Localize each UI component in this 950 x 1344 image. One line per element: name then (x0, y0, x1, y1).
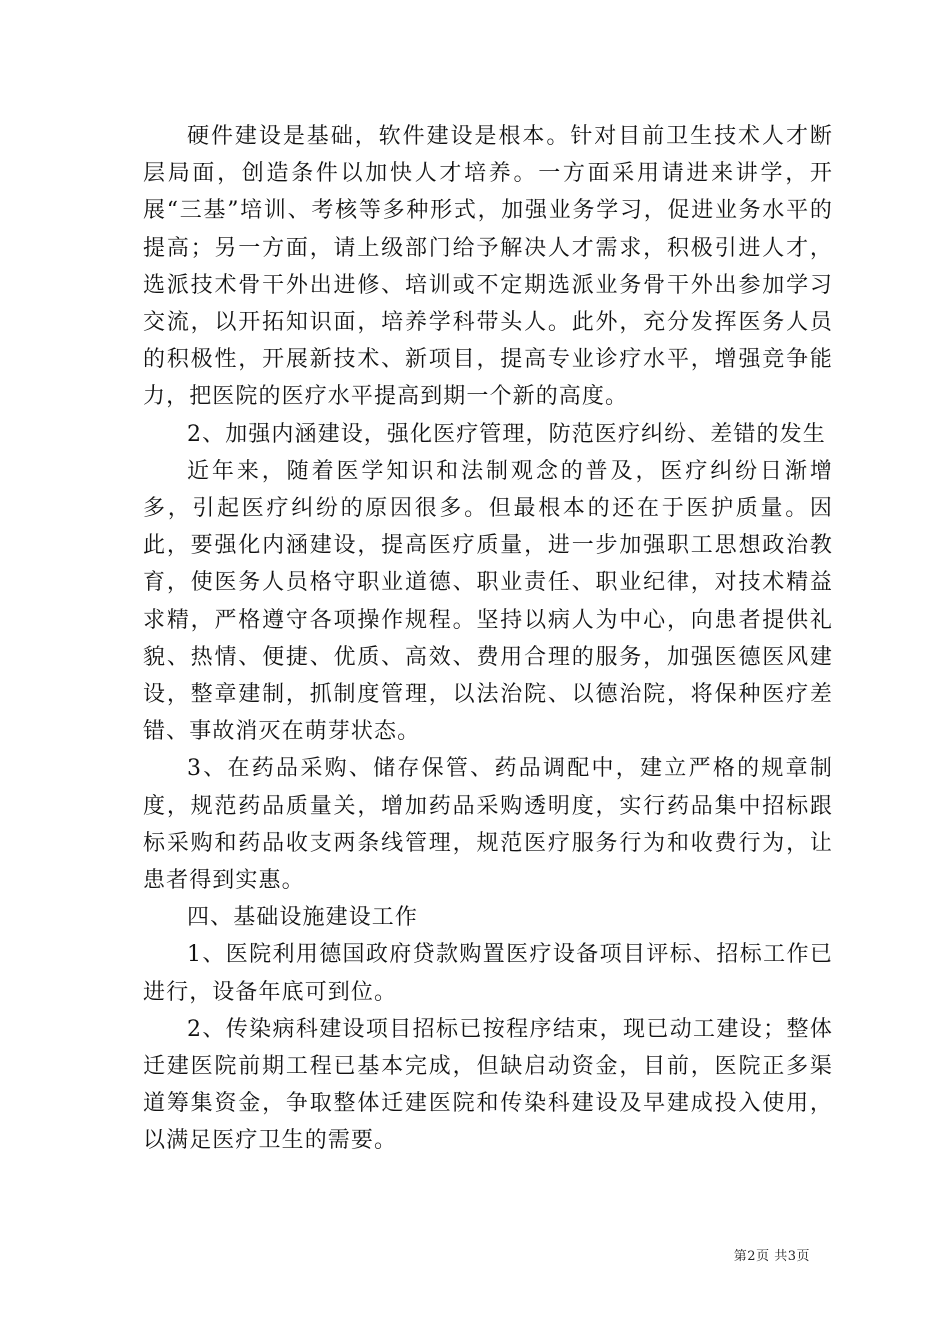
paragraph-infectious-dept: 2、传染病科建设项目招标已按程序结束，现已动工建设；整体迁建医院前期工程已基本完成，但缺启动资金，目前，医院正多渠道筹集资金，争取整体迁建医院和传染科建设及早建成投入使用，以满足医疗卫生的需要。 (143, 1016, 833, 1154)
heading-infrastructure: 四、基础设施建设工作 (187, 905, 419, 931)
paragraph-talent-training: 硬件建设是基础，软件建设是根本。针对目前卫生技术人才断层局面，创造条件以加快人才培养。一方面采用请进来讲学，开展“三基”培训、考核等多种形式，加强业务学习，促进业务水平的提高；另一方面，请上级部门给予解决人才需求，积极引进人才，选派技术骨干外出进修、培训或不定期选派业务骨干外出参加学习交流，以开拓知识面，培养学科带头人。此外，充分发挥医务人员的积极性，开展新技术、新项目，提高专业诊疗水平，增强竞争能力，把医院的医疗水平提高到期一个新的高度。 (143, 124, 833, 410)
current-page-number: 2 (747, 1249, 757, 1264)
page-suffix: 页 (796, 1249, 810, 1264)
document-body (143, 118, 833, 1160)
paragraph-drug-procurement: 3、在药品采购、储存保管、药品调配中，建立严格的规章制度，规范药品质量关，增加药品采购透明度，实行药品集中招标跟标采购和药品收支两条线管理，规范医疗服务行为和收费行为，让患者得到实惠。 (143, 756, 833, 894)
page-prefix: 第 (733, 1249, 748, 1264)
paragraph-medical-disputes: 近年来，随着医学知识和法制观念的普及，医疗纠纷日渐增多，引起医疗纠纷的原因很多。但最根本的还在于医护质量。因此，要强化内涵建设，提高医疗质量，进一步加强职工思想政治教育，使医务人员格守职业道德、职业责任、职业纪律，对技术精益求精，严格遵守各项操作规程。坚持以病人为中心，向患者提供礼貌、热情、便捷、优质、高效、费用合理的服务，加强医德医风建设，整章建制，抓制度管理，以法治院、以德治院，将保种医疗差错、事故消灭在萌芽状态。 (143, 458, 833, 745)
page-number-footer (700, 1248, 810, 1266)
page-middle-text: 页 共 (756, 1249, 788, 1264)
total-pages-number: 3 (787, 1249, 797, 1264)
heading-connotation-construction: 2、加强内涵建设，强化医疗管理，防范医疗纠纷、差错的发生 (187, 421, 826, 447)
paragraph-equipment-loan: 1、医院利用德国政府贷款购置医疗设备项目评标、招标工作已进行，设备年底可到位。 (143, 942, 833, 1005)
